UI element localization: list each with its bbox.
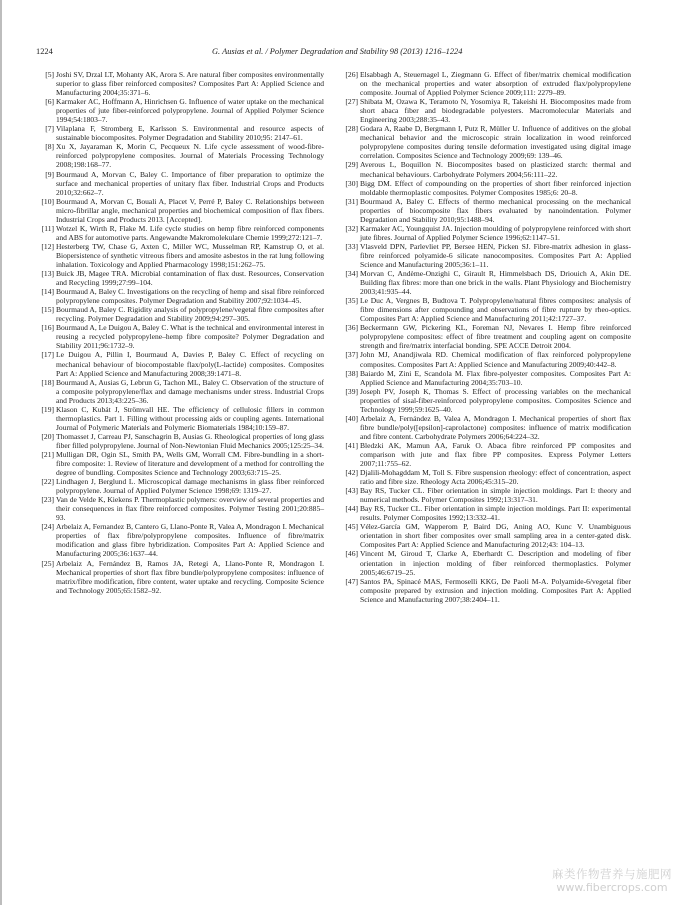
reference-number: [37] [345,350,358,360]
reference-number: [16] [41,323,54,333]
reference-number: [45] [345,522,358,532]
reference-text: Bourmaud A, Baley C. Rigidity analysis of polypropylene/vegetal fibre composites after recycling. Polymer Degradation and Stability 2009;94:297–305. [56,305,324,324]
reference-text: Bourmaud A, Morvan C, Bouali A, Placet V, Perré P, Baley C. Relationships between micro-fibrillar angle, mechanical properties and biochemical composition of flax fibers. Industrial Crops and Products 2013. [Accepted]. [56,196,324,224]
reference-text: Shibata M, Ozawa K, Teramoto N, Yosomiya R, Takeishi H. Biocomposites made from short abaca fiber and biodegradable polyesters. Macromolecular Materials and Engineering 2003;288:35–43. [360,97,631,125]
reference-number: [34] [345,269,358,279]
reference-text: Vlasveld DPN, Parlevliet PP, Bersee HEN, Picken SJ. Fibre-matrix adhesion in glass-fibre reinforced polyamide-6 silicate nanocomposites. Composites Part A: Applied Science and Manufacturing 2005;36:1–11. [360,241,631,269]
reference-text: Le Duigou A, Pillin I, Bourmaud A, Davies P, Baley C. Effect of recycling on mechanical behaviour of biocompostable flax/poly(L-lactide) composites. Composites Part A: Applied Science and Manufacturing 2008;39:1471–8. [56,350,324,378]
reference-item [340,549,631,576]
running-title: G. Ausias et al. / Polymer Degradation and Stability 98 (2013) 1216–1224 [212,47,463,56]
reference-item [36,522,324,558]
reference-text: Vincent M, Giroud T, Clarke A, Eberhardt C. Description and modeling of fiber orientation in injection molding of fiber reinforced thermoplastics. Polymer 2005;46:6719–25. [360,549,631,577]
reference-text: Wotzel K, Wirth R, Flake M. Life cycle studies on hemp fibre reinforced components and ABS for automotive parts. Angewandte Makromolekulare Chemie 1999;272:121–7. [56,223,324,242]
reference-number: [23] [41,495,54,505]
reference-text: Bay RS, Tucker CL. Fiber orientation in simple injection moldings. Part II: experimental results. Polymer Composites 1992;13:332–41. [360,504,631,523]
reference-number: [46] [345,549,358,559]
reference-number: [33] [345,241,358,251]
reference-text: Joshi SV, Drzal LT, Mohanty AK, Arora S. Are natural fiber composites environmentally superior to glass fiber reinforced composites? Composites Part A: Applied Science and Manufacturing 2004;35:371–6. [56,70,324,98]
reference-text: Karmaker AC, Youngquist JA. Injection moulding of polypropylene reinforced with short jute fibres. Journal of Applied Polymer Science 1996;62:1147–51. [360,223,631,242]
reference-item [36,405,324,432]
reference-item [36,142,324,169]
reference-number: [43] [345,486,358,496]
reference-number: [20] [41,431,54,441]
reference-text: Santos PA, Spinacé MAS, Fermoselli KKG, De Paoli M-A. Polyamide-6/vegetal fiber composite prepared by extrusion and injection molding. Composites Part A: Applied Science and Manufacturing 2007;38:2404–11. [360,576,631,604]
reference-number: [24] [41,522,54,532]
reference-item [36,124,324,142]
reference-number: [25] [41,558,54,568]
reference-number: [26] [345,70,358,79]
reference-text: Godara A, Raabe D, Bergmann I, Putz R, Müller U. Influence of additives on the global mechanical behavior and the microscopic strain localization in wood reinforced polypropylene composites during tensile deformation investigated using digital image correlation. Composites Science and Technology 2009;69: 139–46. [360,124,631,161]
reference-number: [30] [345,178,358,188]
reference-text: Lindhagen J, Berglund L. Microscopical damage mechanisms in glass fiber reinforced polypropylene. Journal of Applied Polymer Science 1998;69: 1319–27. [56,477,324,496]
reference-text: Bourmaud A, Morvan C, Baley C. Importance of fiber preparation to optimize the surface and mechanical properties of unitary flax fiber. Industrial Crops and Products 2010;32:662–7. [56,169,324,197]
reference-number: [17] [41,350,54,360]
reference-item [36,450,324,477]
reference-item [36,70,324,97]
reference-text: Bourmaud A, Ausias G, Lebrun G, Tachon ML, Baley C. Observation of the structure of a composite polypropylene/flax and damage mechanisms under stress. Industrial Crops and Products 2013;43:225–36. [56,377,324,405]
reference-text: Bay RS, Tucker CL. Fiber orientation in simple injection moldings. Part I: theory and numerical methods. Polymer Composites 1992;13:317–31. [360,486,631,505]
reference-text: Arbelaiz A, Fernandez B, Cantero G, Llano-Ponte R, Valea A, Mondragon I. Mechanical properties of flax fibre/polypropylene composites. Influence of fibre/matrix modification and glass fibre hybridization. Composites Part A: Applied Science and Manufacturing 2005;36:1637–44. [56,522,324,559]
reference-text: Klason C, Kubát J, Strömvall HE. The efficiency of cellulosic fillers in common thermoplastics. Part 1. Filling without processing aids or coupling agents. International Journal of Polymeric Materials and Polymeric Biomaterials 1984;10:159–87. [56,404,324,432]
reference-item [340,224,631,242]
reference-item [36,224,324,242]
reference-number: [10] [41,196,54,206]
reference-item [340,296,631,323]
reference-text: Joseph PV, Joseph K, Thomas S. Effect of processing variables on the mechanical properties of sisal-fiber-reinforced polypropylene composites. Composites Science and Technology 1999;59:1625–40. [360,386,631,414]
reference-number: [31] [345,196,358,206]
reference-item [340,414,631,441]
reference-item [340,350,631,368]
reference-item [36,378,324,405]
references-right-column [340,70,631,604]
reference-number: [39] [345,386,358,396]
reference-number: [14] [41,287,54,297]
page-edge [0,0,2,905]
reference-number: [15] [41,305,54,315]
reference-text: Thomasset J, Carreau PJ, Sanschagrin B, Ausias G. Rheological properties of long glass fiber filled polypropylene. Journal of Non-Newtonian Fluid Mechanics 2005;125:25–34. [56,431,324,450]
reference-number: [5] [45,70,54,79]
reference-item [340,577,631,604]
reference-text: Bledzki AK, Mamun AA, Faruk O. Abaca fibre reinforced PP composites and comparison with jute and flax fibre PP composites. Express Polymer Letters 2007;11:755–62. [360,440,631,469]
references-left-column [36,70,324,595]
reference-number: [42] [345,468,358,478]
reference-text: Arbelaiz A, Fernández B, Ramos JA, Retegi A, Llano-Ponte R, Mondragon I. Mechanical properties of short flax fibre bundle/polypropylene composites: influence of matrix/fibre modification, fibre content, water uptake and recycling. Composite Science and Technology 2005;65:1582–92. [56,558,324,595]
reference-number: [11] [41,223,54,233]
reference-item [340,97,631,124]
reference-item [36,97,324,124]
reference-number: [44] [345,504,358,514]
reference-item [340,160,631,178]
reference-item [340,124,631,160]
reference-item [36,170,324,197]
reference-text: Xu X, Jayaraman K, Morin C, Pecqueux N. Life cycle assessment of wood-fibre-reinforced polypropylene composites. Journal of Materials Processing Technology 2008;198:168–77. [56,142,324,170]
reference-item [36,287,324,305]
reference-item [36,495,324,522]
reference-number: [29] [345,160,358,170]
reference-text: Karmaker AC, Hoffmann A, Hinrichsen G. Influence of water uptake on the mechanical properties of jute fiber-reinforced polypropylene. Journal of Applied Polymer Science 1994;54:1803–7. [56,97,324,125]
reference-number: [35] [345,296,358,306]
reference-text: Vilaplana F, Stromberg E, Karlsson S. Environmental and resource aspects of sustainable biocomposites. Polymer Degradation and Stability 2010;95: 2147–61. [56,124,324,143]
reference-number: [38] [345,368,358,378]
watermark-url: www.fibercrops.com [556,881,668,894]
reference-text: Bourmaud A, Baley C. Effects of thermo mechanical processing on the mechanical properties of biocomposite flax fibers evaluated by nanoindentation. Polymer Degradation and Stability 2010;95:1488–94. [360,196,631,224]
watermark-chinese: 麻类作物营养与施肥网 [552,867,672,881]
reference-text: Bigg DM. Effect of compounding on the properties of short fiber reinforced injection moldable thermoplastic composites. Polymer Composites 1985;6: 20–8. [360,178,631,197]
reference-item [340,486,631,504]
reference-text: Van de Velde K, Kiekens P. Thermoplastic polymers: overview of several properties and their consequences in flax fibre reinforced composites. Polymer Testing 2001;20:885–93. [56,495,324,523]
reference-item [36,477,324,495]
reference-number: [27] [345,97,358,107]
reference-item [36,242,324,269]
reference-item [340,387,631,414]
reference-item [340,504,631,522]
reference-item [36,559,324,595]
reference-number: [41] [345,440,358,450]
reference-number: [28] [345,124,358,134]
reference-text: Arbelaiz A, Fernández B, Valea A, Mondragon I. Mechanical properties of short flax fibre bundle/poly([epsilon]-caprolactone) composites: influence of matrix modification and fibre content. Carbohydrate Polymers 2006;64:224–32. [360,413,631,441]
reference-text: John MJ, Anandjiwala RD. Chemical modification of flax reinforced polypropylene composites. Composites Part A: Applied Science and Manufacturing 2009;40:442–8. [360,350,631,369]
reference-number: [13] [41,269,54,279]
reference-number: [6] [45,97,54,107]
reference-item [36,305,324,323]
reference-text: Morvan C, Andème-Onzighi C, Girault R, Himmelsbach DS, Driouich A, Akin DE. Building flax fibres: more than one brick in the walls. Plant Physiology and Biochemistry 2003;41:935–44. [360,269,631,297]
reference-item [340,323,631,350]
page-number: 1224 [36,47,53,56]
reference-number: [8] [45,142,54,152]
reference-item [340,441,631,468]
reference-item [340,369,631,387]
reference-text: Elsabbagh A, Steuernagel L, Ziegmann G. Effect of fiber/matrix chemical modification on the mechanical properties and water absorption of extruded flax/polypropylene composite. Journal of Applied Polymer Science 2009;111: 2279–89. [360,70,631,98]
reference-item [36,323,324,350]
reference-item [340,70,631,97]
reference-number: [12] [41,241,54,251]
reference-number: [40] [345,413,358,423]
reference-text: Averous L, Boquillon N. Biocomposites based on plasticized starch: thermal and mechanical behaviours. Carbohydrate Polymers 2004;56:111–22. [360,160,631,179]
reference-item [340,269,631,296]
reference-number: [21] [41,449,54,459]
reference-item [340,242,631,269]
reference-text: Hesterberg TW, Chase G, Axten C, Miller WC, Musselman RP, Kamstrup O, et al. Biopersistence of synthetic vitreous fibers and amosite asbestos in the rat lung following inhalation. Toxicology and Applied Pharmacology 1998;151:262–75. [56,241,324,269]
reference-text: Le Duc A, Vergnes B, Budtova T. Polypropylene/natural fibres composites: analysis of fibre dimensions after compounding and observations of fibre rupture by rheo-optics. Composites Part A: Applied Science and Manufacturing 2011;42:1727–37. [360,296,631,324]
reference-text: Beckermann GW, Pickering KL, Foreman NJ, Nevares I. Hemp fibre reinforced polypropylene composites: effect of fibre treatment and coupling agent on composite strength and fire/matrix interfacial bonding. SPE ACCE Detroit 2004. [360,323,631,351]
reference-text: Bourmaud A, Le Duigou A, Baley C. What is the technical and environmental interest in reusing a recycled polypropylene–hemp fibre composite? Polymer Degradation and Stability 2011;96:1732–9. [56,323,324,351]
reference-item [340,468,631,486]
reference-item [36,197,324,224]
reference-item [340,179,631,197]
reference-text: Bourmaud A, Baley C. Investigations on the recycling of hemp and sisal fibre reinforced polypropylene composites. Polymer Degradation and Stability 2007;92:1034–45. [56,287,324,306]
reference-number: [47] [345,576,358,586]
reference-number: [19] [41,404,54,414]
reference-item [340,522,631,549]
reference-text: Vélez-García GM, Wapperom P, Baird DG, Aning AO, Kunc V. Unambiguous orientation in short fiber composites over small sampling area in a center-gated disk. Composites Part A: Applied Science and Manufacturing 2012;43: 104–13. [360,522,631,550]
reference-number: [36] [345,323,358,333]
reference-number: [32] [345,223,358,233]
reference-item [36,269,324,287]
reference-item [36,432,324,450]
reference-number: [7] [45,124,54,134]
reference-text: Mulligan DR, Ogin SL, Smith PA, Wells GM, Worrall CM. Fibre-bundling in a short-fibre composite: 1. Review of literature and development of a method for controlling the degree of bundling. Composites Science and Technology 2003;63:715–25. [56,449,324,478]
reference-number: [9] [45,169,54,179]
reference-text: Baiardo M, Zini E, Scandola M. Flax fibre-polyester composites. Composites Part A: Applied Science and Manufacturing 2004;35:703–10. [360,368,631,387]
reference-item [340,197,631,224]
reference-item [36,350,324,377]
reference-text: Djalili-Mohagddam M, Toll S. Fibre suspension rheology: effect of concentration, aspect ratio and fibre size. Rheology Acta 2006;45:315–20. [360,468,631,487]
reference-text: Buick JB, Magee TRA. Microbial contamination of flax dust. Resources, Conservation and Recycling 1999;27:99–104. [56,269,324,288]
reference-number: [18] [41,377,54,387]
reference-number: [22] [41,477,54,487]
watermark [552,868,672,894]
